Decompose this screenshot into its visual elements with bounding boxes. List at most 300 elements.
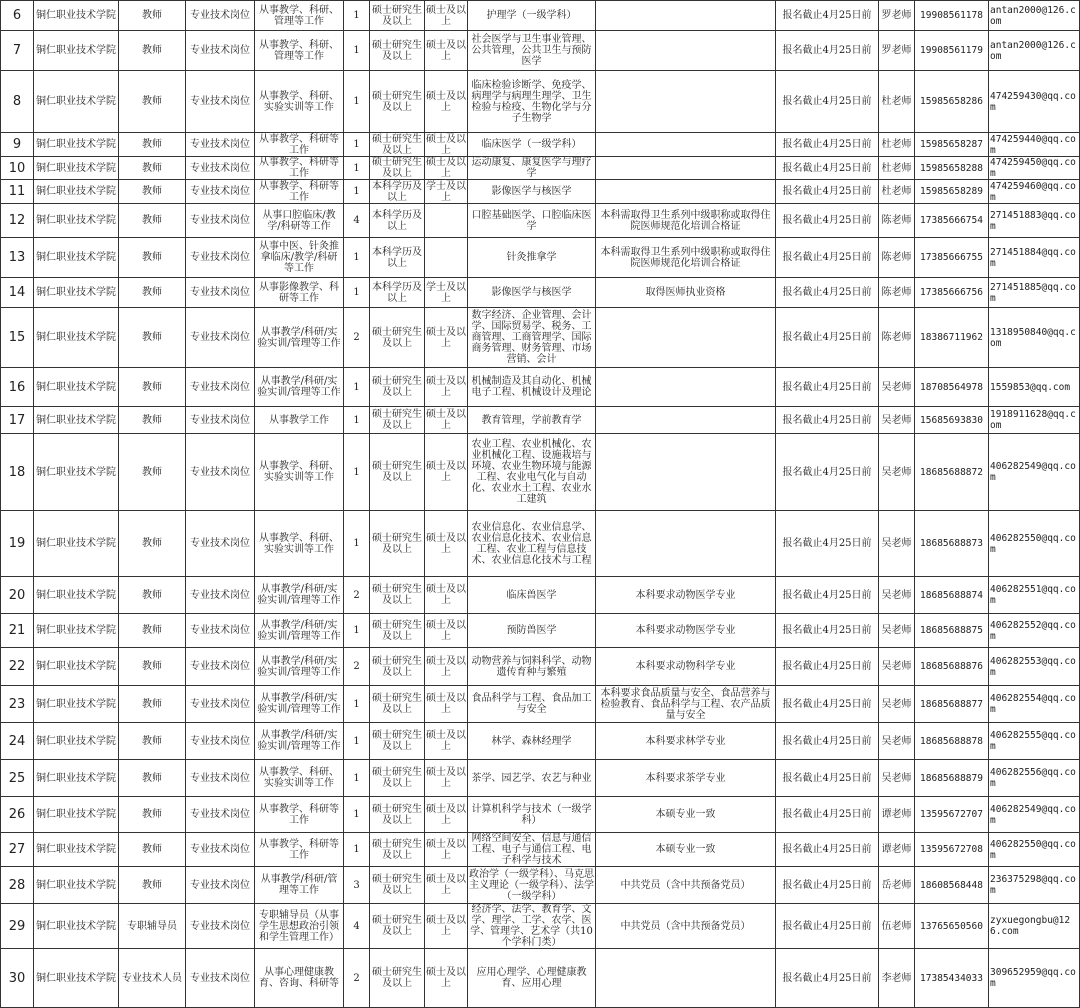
requirement-cell — [596, 133, 776, 157]
contact-cell: 吴老师 — [879, 511, 915, 577]
degree-cell: 硕士及以上 — [425, 949, 468, 1008]
phone-cell: 13765650560 — [915, 904, 989, 949]
table-row — [1, 71, 1080, 133]
school-cell: 铜仁职业技术学院 — [34, 434, 119, 511]
contact-cell: 罗老师 — [879, 1, 915, 31]
degree-cell — [425, 204, 468, 238]
requirement-cell: 本科要求动物医学专业 — [596, 614, 776, 648]
email-cell: 406282550@qq.com — [989, 833, 1080, 867]
major-cell: 影像医学与核医学 — [468, 278, 596, 308]
requirement-cell — [596, 308, 776, 368]
headcount-cell: 1 — [344, 511, 370, 577]
contact-cell: 杜老师 — [879, 157, 915, 180]
email-cell: 271451883@qq.com — [989, 204, 1080, 238]
school-cell: 铜仁职业技术学院 — [34, 238, 119, 278]
degree-cell: 硕士及以上 — [425, 407, 468, 434]
phone-cell: 15685693830 — [915, 407, 989, 434]
education-cell: 硕士研究生及以上 — [370, 1, 425, 31]
row-number: 23 — [1, 686, 34, 723]
job-duty-cell: 从事教学、科研、管理等工作 — [255, 31, 344, 71]
education-cell: 硕士研究生及以上 — [370, 833, 425, 867]
requirement-cell: 本硕专业一致 — [596, 833, 776, 867]
school-cell: 铜仁职业技术学院 — [34, 157, 119, 180]
headcount-cell: 1 — [344, 797, 370, 833]
deadline-cell: 报名截止4月25日前 — [776, 204, 879, 238]
headcount-cell: 2 — [344, 577, 370, 614]
degree-cell: 硕士及以上 — [425, 904, 468, 949]
requirement-cell: 本科要求动物医学专业 — [596, 577, 776, 614]
position-type-cell: 教师 — [119, 867, 186, 904]
deadline-cell: 报名截止4月25日前 — [776, 308, 879, 368]
contact-cell: 吴老师 — [879, 407, 915, 434]
table-row — [1, 614, 1080, 648]
education-cell: 本科学历及以上 — [370, 204, 425, 238]
post-category-cell: 专业技术岗位 — [186, 204, 255, 238]
deadline-cell: 报名截止4月25日前 — [776, 368, 879, 407]
deadline-cell: 报名截止4月25日前 — [776, 760, 879, 797]
headcount-cell: 1 — [344, 278, 370, 308]
row-number: 11 — [1, 180, 34, 204]
requirement-cell: 本科要求茶学专业 — [596, 760, 776, 797]
headcount-cell: 1 — [344, 407, 370, 434]
major-cell: 影像医学与核医学 — [468, 180, 596, 204]
post-category-cell: 专业技术岗位 — [186, 614, 255, 648]
job-duty-cell: 从事教学/科研/实验实训/管理等工作 — [255, 723, 344, 760]
headcount-cell: 4 — [344, 904, 370, 949]
school-cell: 铜仁职业技术学院 — [34, 760, 119, 797]
degree-cell: 硕士及以上 — [425, 1, 468, 31]
email-cell: 406282552@qq.com — [989, 614, 1080, 648]
phone-cell: 18685688878 — [915, 723, 989, 760]
post-category-cell: 专业技术岗位 — [186, 797, 255, 833]
deadline-cell: 报名截止4月25日前 — [776, 797, 879, 833]
major-cell: 政治学（一级学科）、马克思主义理论（一级学科）、法学（一级学科） — [469, 868, 594, 902]
deadline-cell: 报名截止4月25日前 — [776, 407, 879, 434]
row-number: 7 — [1, 31, 34, 71]
headcount-cell: 1 — [344, 368, 370, 407]
school-cell: 铜仁职业技术学院 — [34, 308, 119, 368]
position-type-cell: 教师 — [119, 686, 186, 723]
major-cell: 食品科学与工程、食品加工与安全 — [468, 686, 596, 723]
phone-cell: 18708564978 — [915, 368, 989, 407]
job-duty-cell: 从事教学/科研/实验实训/管理等工作 — [255, 368, 344, 407]
table-row — [1, 511, 1080, 577]
phone-cell: 17385434033 — [915, 949, 989, 1008]
school-cell: 铜仁职业技术学院 — [34, 31, 119, 71]
phone-cell: 13595672707 — [915, 797, 989, 833]
requirement-cell — [596, 949, 776, 1008]
table-row — [1, 31, 1080, 71]
table-row — [1, 434, 1080, 511]
position-type-cell: 教师 — [119, 308, 186, 368]
row-number: 30 — [1, 949, 34, 1008]
email-cell: 406282549@qq.com — [989, 797, 1080, 833]
phone-cell: 18685688872 — [915, 434, 989, 511]
school-cell: 铜仁职业技术学院 — [34, 797, 119, 833]
phone-cell: 15985658286 — [915, 71, 989, 133]
education-cell: 硕士研究生及以上 — [370, 614, 425, 648]
contact-cell: 吴老师 — [879, 723, 915, 760]
email-cell: zyxuegongbu@126.com — [989, 904, 1080, 949]
degree-cell: 硕士及以上 — [425, 723, 468, 760]
major-cell: 临床医学（一级学科） — [468, 133, 596, 157]
deadline-cell: 报名截止4月25日前 — [776, 511, 879, 577]
deadline-cell: 报名截止4月25日前 — [776, 180, 879, 204]
post-category-cell: 专业技术岗位 — [186, 833, 255, 867]
position-type-cell: 教师 — [119, 577, 186, 614]
degree-cell: 硕士及以上 — [425, 797, 468, 833]
position-type-cell: 教师 — [119, 31, 186, 71]
major-cell: 网络空间安全、信息与通信工程、电子与通信工程、电子科学与技术 — [468, 833, 596, 867]
position-type-cell: 教师 — [119, 648, 186, 686]
position-type-cell: 教师 — [119, 797, 186, 833]
requirement-cell: 本科要求动物科学专业 — [596, 648, 776, 686]
headcount-cell: 1 — [344, 180, 370, 204]
deadline-cell: 报名截止4月25日前 — [776, 1, 879, 31]
contact-cell: 陈老师 — [879, 238, 915, 278]
phone-cell: 19908561179 — [915, 31, 989, 71]
degree-cell: 硕士及以上 — [426, 133, 466, 156]
major-cell: 预防兽医学 — [468, 614, 596, 648]
row-number: 10 — [1, 157, 34, 180]
deadline-cell: 报名截止4月25日前 — [776, 614, 879, 648]
table-row — [1, 723, 1080, 760]
headcount-cell: 2 — [344, 648, 370, 686]
position-type-cell: 教师 — [119, 238, 186, 278]
headcount-cell: 1 — [344, 133, 370, 157]
job-duty-cell: 从事影像教学、科研等工作 — [255, 278, 344, 308]
job-duty-cell: 从事教学/科研/实验实训/管理等工作 — [255, 577, 344, 614]
major-cell: 经济学、法学、教育学、文学、理学、工学、农学、医学、管理学、艺术学（共10个学科门类） — [468, 904, 596, 949]
contact-cell: 吴老师 — [879, 368, 915, 407]
education-cell: 本科学历及以上 — [370, 238, 425, 278]
email-cell: 1559853@qq.com — [989, 368, 1080, 407]
education-cell: 硕士研究生及以上 — [370, 867, 425, 904]
post-category-cell: 专业技术岗位 — [186, 904, 255, 949]
job-duty-cell: 从事教学、科研等工作 — [255, 133, 344, 157]
phone-cell: 18608568448 — [915, 867, 989, 904]
major-cell: 林学、森林经理学 — [468, 723, 596, 760]
requirement-cell — [596, 180, 776, 204]
row-number: 20 — [1, 577, 34, 614]
contact-cell: 吴老师 — [879, 686, 915, 723]
major-cell: 茶学、园艺学、农艺与种业 — [468, 760, 596, 797]
deadline-cell: 报名截止4月25日前 — [776, 904, 879, 949]
deadline-cell: 报名截止4月25日前 — [776, 278, 879, 308]
table-row — [1, 577, 1080, 614]
degree-cell: 硕士及以上 — [425, 867, 468, 904]
table-row — [1, 949, 1080, 1008]
job-duty-cell: 从事教学、科研、实验实训等工作 — [255, 71, 344, 133]
contact-cell: 李老师 — [879, 949, 915, 1008]
headcount-cell: 1 — [344, 614, 370, 648]
phone-cell: 18386711962 — [915, 308, 989, 368]
email-cell: 474259440@qq.com — [989, 133, 1080, 157]
contact-cell: 陈老师 — [879, 278, 915, 308]
row-number: 9 — [1, 133, 34, 157]
major-cell: 运动康复、康复医学与理疗学 — [468, 157, 596, 180]
education-cell: 硕士研究生及以上 — [370, 949, 425, 1008]
requirement-cell: 取得医师执业资格 — [596, 278, 776, 308]
degree-cell: 学士及以上 — [425, 278, 468, 308]
headcount-cell: 1 — [344, 238, 370, 278]
requirement-cell: 中共党员（含中共预备党员） — [596, 867, 776, 904]
position-type-cell: 教师 — [119, 368, 186, 407]
major-cell: 应用心理学、心理健康教育、应用心理 — [468, 949, 596, 1008]
phone-cell: 17385666756 — [915, 278, 989, 308]
post-category-cell: 专业技术岗位 — [186, 157, 255, 180]
row-number: 27 — [1, 833, 34, 867]
school-cell: 铜仁职业技术学院 — [34, 368, 119, 407]
education-cell: 本科学历及以上 — [370, 278, 425, 308]
headcount-cell: 3 — [344, 867, 370, 904]
headcount-cell: 2 — [344, 308, 370, 368]
job-duty-cell: 从事教学、科研、实验实训等工作 — [255, 760, 344, 797]
job-duty-cell: 从事教学/科研/实验实训/管理等工作 — [255, 648, 344, 686]
education-cell: 本科学历及以上 — [370, 180, 425, 204]
position-type-cell: 教师 — [119, 204, 186, 238]
school-cell: 铜仁职业技术学院 — [34, 407, 119, 434]
contact-cell: 杜老师 — [879, 133, 915, 157]
position-type-cell: 教师 — [119, 133, 186, 157]
job-duty-cell: 从事教学、科研、实验实训等工作 — [255, 434, 344, 511]
position-type-cell: 教师 — [119, 1, 186, 31]
deadline-cell: 报名截止4月25日前 — [776, 133, 879, 157]
email-cell: 236375298@qq.com — [989, 867, 1080, 904]
requirement-cell: 本科需取得卫生系列中级职称或取得住院医师规范化培训合格证 — [596, 204, 776, 238]
position-type-cell: 教师 — [119, 511, 186, 577]
degree-cell: 学士及以上 — [426, 180, 466, 203]
degree-cell: 硕士及以上 — [425, 577, 468, 614]
headcount-cell: 1 — [344, 31, 370, 71]
school-cell: 铜仁职业技术学院 — [34, 867, 119, 904]
row-number: 6 — [1, 1, 34, 31]
row-number: 8 — [1, 71, 34, 133]
deadline-cell: 报名截止4月25日前 — [776, 949, 879, 1008]
education-cell: 硕士研究生及以上 — [370, 723, 425, 760]
education-cell: 硕士研究生及以上 — [370, 407, 425, 434]
email-cell: 406282556@qq.com — [989, 760, 1080, 797]
position-type-cell: 专职辅导员 — [119, 904, 186, 949]
phone-cell: 15985658289 — [915, 180, 989, 204]
contact-cell: 谭老师 — [879, 797, 915, 833]
contact-cell: 罗老师 — [879, 31, 915, 71]
email-cell: 406282554@qq.com — [989, 686, 1080, 723]
headcount-cell: 1 — [344, 1, 370, 31]
deadline-cell: 报名截止4月25日前 — [776, 31, 879, 71]
position-type-cell: 教师 — [119, 180, 186, 204]
contact-cell: 吴老师 — [879, 760, 915, 797]
table-row — [1, 180, 1080, 204]
contact-cell: 陈老师 — [879, 308, 915, 368]
row-number: 28 — [1, 867, 34, 904]
post-category-cell: 专业技术岗位 — [186, 760, 255, 797]
table-row — [1, 278, 1080, 308]
school-cell: 铜仁职业技术学院 — [34, 648, 119, 686]
degree-cell: 硕士及以上 — [425, 833, 468, 867]
row-number: 13 — [1, 238, 34, 278]
email-cell: 474259430@qq.com — [989, 71, 1080, 133]
education-cell: 硕士研究生及以上 — [370, 797, 425, 833]
deadline-cell: 报名截止4月25日前 — [776, 71, 879, 133]
post-category-cell: 专业技术岗位 — [186, 511, 255, 577]
major-cell: 教育管理，学前教育学 — [468, 407, 596, 434]
degree-cell: 硕士及以上 — [426, 157, 466, 179]
job-duty-cell: 从事教学、科研等工作 — [255, 833, 344, 867]
school-cell: 铜仁职业技术学院 — [34, 614, 119, 648]
row-number: 21 — [1, 614, 34, 648]
position-type-cell: 教师 — [119, 723, 186, 760]
table-row — [1, 867, 1080, 904]
headcount-cell: 1 — [344, 157, 370, 180]
position-type-cell: 教师 — [119, 434, 186, 511]
contact-cell: 杜老师 — [879, 180, 915, 204]
post-category-cell: 专业技术岗位 — [186, 577, 255, 614]
position-type-cell: 教师 — [119, 407, 186, 434]
position-type-cell: 教师 — [119, 157, 186, 180]
phone-cell: 18685688874 — [915, 577, 989, 614]
headcount-cell: 4 — [344, 204, 370, 238]
position-type-cell: 教师 — [119, 760, 186, 797]
email-cell: 474259460@qq.com — [989, 180, 1080, 204]
major-cell: 护理学（一级学科） — [468, 1, 596, 31]
phone-cell: 18685688876 — [915, 648, 989, 686]
table-row — [1, 368, 1080, 407]
job-duty-cell: 从事教学、科研、管理等工作 — [255, 1, 344, 31]
requirement-cell — [596, 71, 776, 133]
post-category-cell: 专业技术岗位 — [186, 368, 255, 407]
email-cell: antan2000@126.com — [989, 1, 1080, 31]
table-row — [1, 797, 1080, 833]
major-cell: 临床检验诊断学、免疫学、病理学与病理生理学、卫生检验与检疫、生物化学与分子生物学 — [468, 71, 596, 133]
major-cell: 口腔基础医学、口腔临床医学 — [468, 204, 596, 238]
headcount-cell: 1 — [344, 71, 370, 133]
row-number: 19 — [1, 511, 34, 577]
row-number: 15 — [1, 308, 34, 368]
contact-cell: 陈老师 — [879, 204, 915, 238]
post-category-cell: 专业技术岗位 — [186, 278, 255, 308]
phone-cell: 18685688879 — [915, 760, 989, 797]
phone-cell: 13595672708 — [915, 833, 989, 867]
requirement-cell — [596, 511, 776, 577]
major-cell: 动物营养与饲料科学、动物遗传育种与繁殖 — [468, 648, 596, 686]
email-cell: 406282551@qq.com — [989, 577, 1080, 614]
table-row — [1, 904, 1080, 949]
education-cell: 硕士研究生及以上 — [370, 686, 425, 723]
degree-cell: 硕士及以上 — [425, 308, 468, 368]
table-row — [1, 238, 1080, 278]
requirement-cell — [596, 434, 776, 511]
degree-cell: 硕士及以上 — [425, 648, 468, 686]
requirement-cell: 中共党员（含中共预备党员） — [596, 904, 776, 949]
degree-cell: 硕士及以上 — [425, 686, 468, 723]
email-cell: 406282553@qq.com — [989, 648, 1080, 686]
school-cell: 铜仁职业技术学院 — [34, 686, 119, 723]
email-cell: antan2000@126.com — [989, 31, 1080, 71]
email-cell: 309652959@qq.com — [989, 949, 1080, 1008]
school-cell: 铜仁职业技术学院 — [34, 511, 119, 577]
contact-cell: 吴老师 — [879, 614, 915, 648]
position-type-cell: 教师 — [119, 614, 186, 648]
major-cell: 计算机科学与技术（一级学科） — [468, 797, 596, 833]
requirement-cell — [596, 368, 776, 407]
major-cell: 针灸推拿学 — [468, 238, 596, 278]
job-duty-cell: 从事口腔临床/教学/科研等工作 — [255, 204, 344, 238]
row-number: 12 — [1, 204, 34, 238]
position-type-cell: 教师 — [119, 71, 186, 133]
education-cell: 硕士研究生及以上 — [370, 308, 425, 368]
contact-cell: 吴老师 — [879, 577, 915, 614]
post-category-cell: 专业技术岗位 — [186, 238, 255, 278]
phone-cell: 17385666755 — [915, 238, 989, 278]
post-category-cell: 专业技术岗位 — [186, 723, 255, 760]
major-cell: 数字经济、企业管理、会计学、国际贸易学、税务、工商管理、工商管理学、国际商务管理、财务管理、市场营销、会计 — [468, 308, 596, 368]
school-cell: 铜仁职业技术学院 — [34, 949, 119, 1008]
phone-cell: 15985658287 — [915, 133, 989, 157]
contact-cell: 杜老师 — [879, 71, 915, 133]
school-cell: 铜仁职业技术学院 — [34, 577, 119, 614]
requirement-cell: 本科要求食品质量与安全、食品营养与检验教育、食品科学与工程、农产品质量与安全 — [596, 686, 776, 723]
job-duty-cell: 从事教学、科研等工作 — [255, 157, 344, 180]
deadline-cell: 报名截止4月25日前 — [776, 648, 879, 686]
job-duty-cell: 从事教学、科研、实验实训等工作 — [255, 511, 344, 577]
row-number: 14 — [1, 278, 34, 308]
major-cell: 机械制造及其自动化、机械电子工程、机械设计及理论 — [468, 368, 596, 407]
headcount-cell: 1 — [344, 686, 370, 723]
school-cell: 铜仁职业技术学院 — [34, 904, 119, 949]
table-row — [1, 833, 1080, 867]
post-category-cell: 专业技术岗位 — [186, 686, 255, 723]
row-number: 25 — [1, 760, 34, 797]
row-number: 24 — [1, 723, 34, 760]
job-duty-cell: 从事教学工作 — [255, 407, 344, 434]
row-number: 18 — [1, 434, 34, 511]
table-row — [1, 1, 1080, 31]
deadline-cell: 报名截止4月25日前 — [776, 577, 879, 614]
headcount-cell: 1 — [344, 833, 370, 867]
degree-cell: 硕士及以上 — [425, 368, 468, 407]
phone-cell: 17385666754 — [915, 204, 989, 238]
degree-cell: 硕士及以上 — [425, 614, 468, 648]
contact-cell: 伍老师 — [879, 904, 915, 949]
row-number: 22 — [1, 648, 34, 686]
requirement-cell — [596, 1, 776, 31]
job-duty-cell: 从事教学/科研/实验实训/管理等工作 — [255, 686, 344, 723]
post-category-cell: 专业技术岗位 — [186, 434, 255, 511]
job-duty-cell: 从事中医、针灸推拿临床/教学/科研等工作 — [255, 238, 344, 278]
requirement-cell: 本科需取得卫生系列中级职称或取得住院医师规范化培训合格证 — [596, 238, 776, 278]
contact-cell: 吴老师 — [879, 434, 915, 511]
headcount-cell: 1 — [344, 760, 370, 797]
education-cell: 硕士研究生及以上 — [370, 648, 425, 686]
deadline-cell: 报名截止4月25日前 — [776, 238, 879, 278]
post-category-cell: 专业技术岗位 — [186, 308, 255, 368]
table-row — [1, 648, 1080, 686]
table-row — [1, 308, 1080, 368]
degree-cell: 硕士及以上 — [425, 760, 468, 797]
school-cell: 铜仁职业技术学院 — [34, 278, 119, 308]
row-number: 29 — [1, 904, 34, 949]
row-number: 26 — [1, 797, 34, 833]
email-cell: 406282550@qq.com — [989, 511, 1080, 577]
phone-cell: 18685688875 — [915, 614, 989, 648]
phone-cell: 18685688877 — [915, 686, 989, 723]
school-cell: 铜仁职业技术学院 — [34, 723, 119, 760]
email-cell: 271451885@qq.com — [989, 278, 1080, 308]
education-cell: 硕士研究生及以上 — [370, 760, 425, 797]
job-duty-cell: 专职辅导员（从事学生思想政治引领和学生管理工作） — [255, 904, 344, 949]
post-category-cell: 专业技术岗位 — [186, 407, 255, 434]
